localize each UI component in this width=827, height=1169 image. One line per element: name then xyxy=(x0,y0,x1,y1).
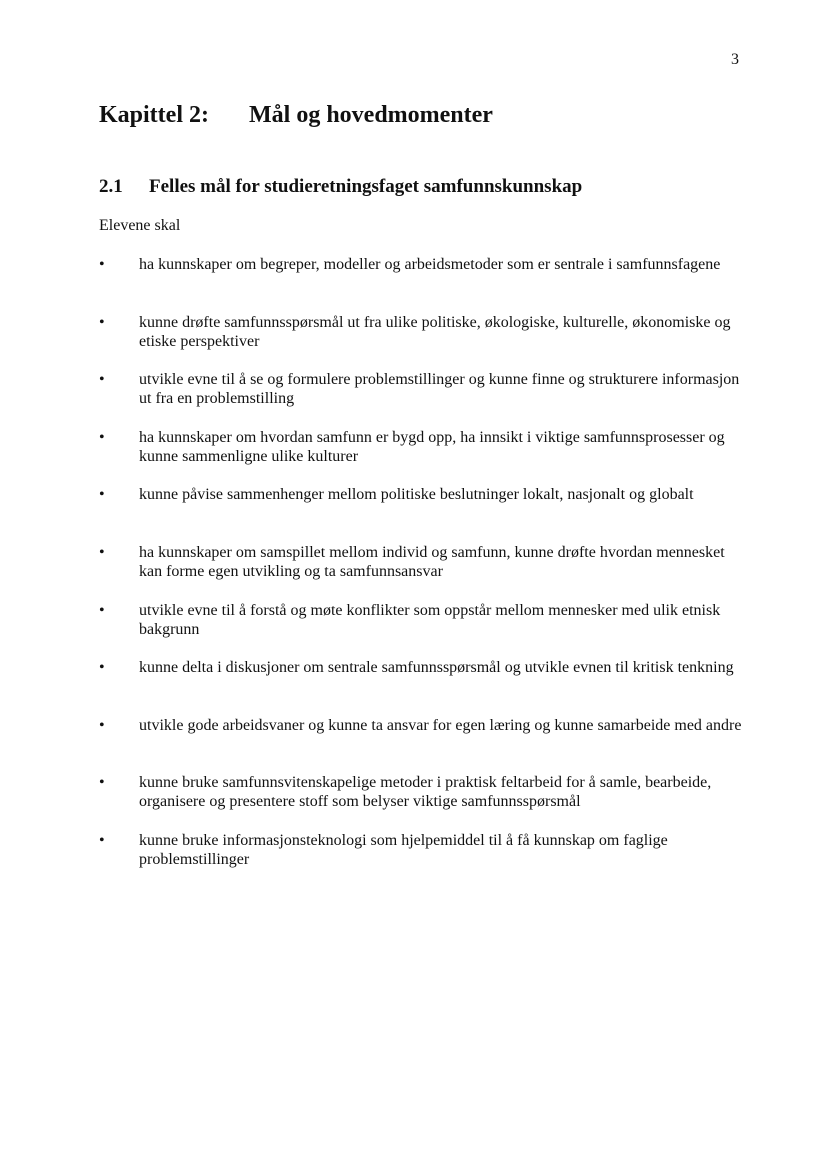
goal-item xyxy=(99,370,744,428)
bullet-icon: • xyxy=(99,601,105,619)
goal-item xyxy=(99,485,744,543)
chapter-number: Kapittel 2: xyxy=(99,102,209,128)
goal-item xyxy=(99,601,744,659)
goal-item xyxy=(99,831,744,889)
bullet-icon: • xyxy=(99,543,105,561)
bullet-icon: • xyxy=(99,774,105,792)
goal-text: kunne bruke samfunnsvitenskapelige metoder i praktisk feltarbeid for å samle, bearbeide, organisere og presentere stoff som belyser viktige samfunnsspørsmål xyxy=(139,774,712,811)
goal-item xyxy=(99,255,744,313)
bullet-icon: • xyxy=(99,313,105,331)
intro-text: Elevene skal xyxy=(99,217,181,234)
bullet-icon: • xyxy=(99,256,105,273)
goal-item xyxy=(99,543,744,601)
goal-item xyxy=(99,428,744,486)
goal-text: utvikle gode arbeidsvaner og kunne ta ansvar for egen læring og kunne samarbeide med andre xyxy=(139,716,742,734)
goal-text: kunne påvise sammenhenger mellom politiske beslutninger lokalt, nasjonalt og globalt xyxy=(139,486,694,504)
goal-text: ha kunnskaper om hvordan samfunn er bygd opp, ha innsikt i viktige samfunnsprosesser og kunne sammenligne ulike kulturer xyxy=(139,428,725,465)
goal-text: utvikle evne til å forstå og møte konflikter som oppstår mellom mennesker med ulik etnisk bakgrunn xyxy=(139,601,721,638)
bullet-icon: • xyxy=(99,486,105,504)
bullet-icon: • xyxy=(99,371,105,389)
chapter-heading xyxy=(99,100,493,130)
goal-text: kunne drøfte samfunnsspørsmål ut fra ulike politiske, økologiske, kulturelle, økonomiske og etiske perspektiver xyxy=(139,313,731,350)
goal-list xyxy=(99,255,744,889)
goal-item xyxy=(99,716,744,774)
goal-text: kunne delta i diskusjoner om sentrale samfunnsspørsmål og utvikle evnen til kritisk tenkning xyxy=(139,659,734,677)
section-number: 2.1 xyxy=(99,176,123,197)
chapter-title: Mål og hovedmomenter xyxy=(249,102,493,128)
goal-text: ha kunnskaper om begreper, modeller og arbeidsmetoder som er sentrale i samfunnsfagene xyxy=(139,256,721,273)
bullet-icon: • xyxy=(99,659,105,677)
goal-text: ha kunnskaper om samspillet mellom individ og samfunn, kunne drøfte hvordan mennesket kan forme egen utvikling og ta samfunnsansvar xyxy=(139,543,725,580)
section-heading xyxy=(99,176,582,198)
goal-item xyxy=(99,313,744,371)
section-title: Felles mål for studieretningsfaget samfunnskunnskap xyxy=(149,176,583,197)
goal-item xyxy=(99,773,744,831)
goal-item xyxy=(99,658,744,716)
bullet-icon: • xyxy=(99,428,105,446)
goal-text: utvikle evne til å se og formulere problemstillinger og kunne finne og strukturere informasjon ut fra en problemstilling xyxy=(139,371,740,408)
page-number: 3 xyxy=(731,51,739,68)
bullet-icon: • xyxy=(99,716,105,734)
bullet-icon: • xyxy=(99,831,105,849)
goal-text: kunne bruke informasjonsteknologi som hjelpemiddel til å få kunnskap om faglige problemstillinger xyxy=(139,831,668,868)
